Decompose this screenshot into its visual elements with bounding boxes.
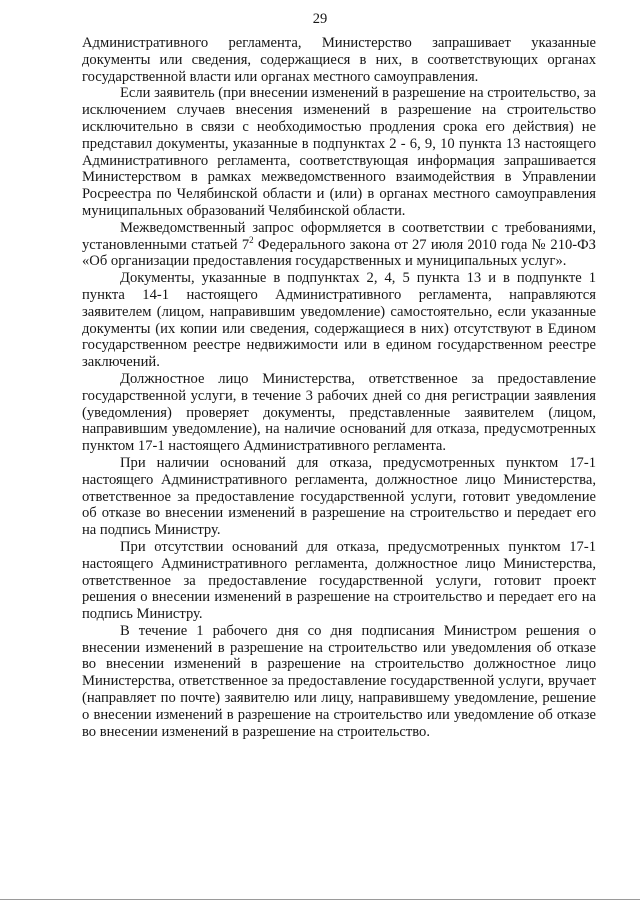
article-superscript: 2 [249, 234, 254, 245]
paragraph-handover: В течение 1 рабочего дня со дня подписания Министром решения о внесении изменений в разрешение на строительство или уведомления об отказе во внесении изменений в разрешение на строительство должностное лицо Министерства, ответственное за предоставление государственной услуги, вручает (направляет по почте) заявителю или лицу, направившему уведомление, решение о внесении изменений в разрешение на строительство или уведомление об отказе во внесении изменений в разрешение на строительство. [82, 622, 596, 740]
paragraph-official-checks: Должностное лицо Министерства, ответственное за предоставление государственной услуги, в течение 3 рабочих дней со дня регистрации заявления (уведомления) проверяет документы, представленные заявителем (лицом, направившим уведомление), на наличие оснований для отказа, предусмотренных пунктом 17-1 настоящего Административного регламента. [82, 370, 596, 455]
paragraph-continuation: Административного регламента, Министерство запрашивает указанные документы или сведения, содержащиеся в них, в соответствующих органах государственной власти или органах местного самоуправления. [82, 35, 596, 85]
interagency-request-text-end: Федерального закона от 27 июля 2010 года № 210-ФЗ «Об организации предоставления государственных и муниципальных услуг». [82, 236, 596, 270]
paragraph-documents-submitted: Документы, указанные в подпунктах 2, 4, 5 пункта 13 и в подпункте 1 пункта 14-1 настоящего Административного регламента, направляются заявителем (лицом, направившим уведомление) самостоятельно, если указанные документы (их копии или сведения, содержащиеся в них) отсутствуют в Едином государственном реестре недвижимости или в едином государственном реестре заключений. [82, 270, 596, 371]
paragraph-grounds-for-refusal: При наличии оснований для отказа, предусмотренных пунктом 17-1 настоящего Административного регламента, должностное лицо Министерства, ответственное за предоставление государственной услуги, готовит уведомление об отказе во внесении изменений в разрешение на строительство и передает его на подпись Министру. [82, 454, 596, 539]
page-number: 29 [312, 11, 328, 27]
paragraph-applicant-not-submitted: Если заявитель (при внесении изменений в разрешение на строительство, за исключением случаев внесения изменений в разрешение на строительство исключительно в связи с необходимостью продления срока его действия) не представил документы, указанные в подпунктах 2 - 6, 9, 10 пункта 13 настоящего Административного регламента, соответствующая информация запрашивается Министерством в рамках межведомственного взаимодействия в Управлении Росреестра по Челябинской области и (или) в органах местного самоуправления муниципальных образований Челябинской области. [82, 85, 596, 219]
interagency-request-text-start: Межведомственный запрос оформляется в соответствии с требованиями, установленными статьей 7 [82, 219, 596, 253]
paragraph-no-grounds: При отсутствии оснований для отказа, предусмотренных пунктом 17-1 настоящего Административного регламента, должностное лицо Министерства, ответственное за предоставление государственной услуги, готовит проект решения о внесении изменений в разрешение на строительство и передает его на подпись Министру. [82, 538, 596, 623]
document-body [82, 35, 596, 740]
page-bottom-rule [0, 899, 640, 900]
paragraph-interagency-request [82, 220, 596, 270]
